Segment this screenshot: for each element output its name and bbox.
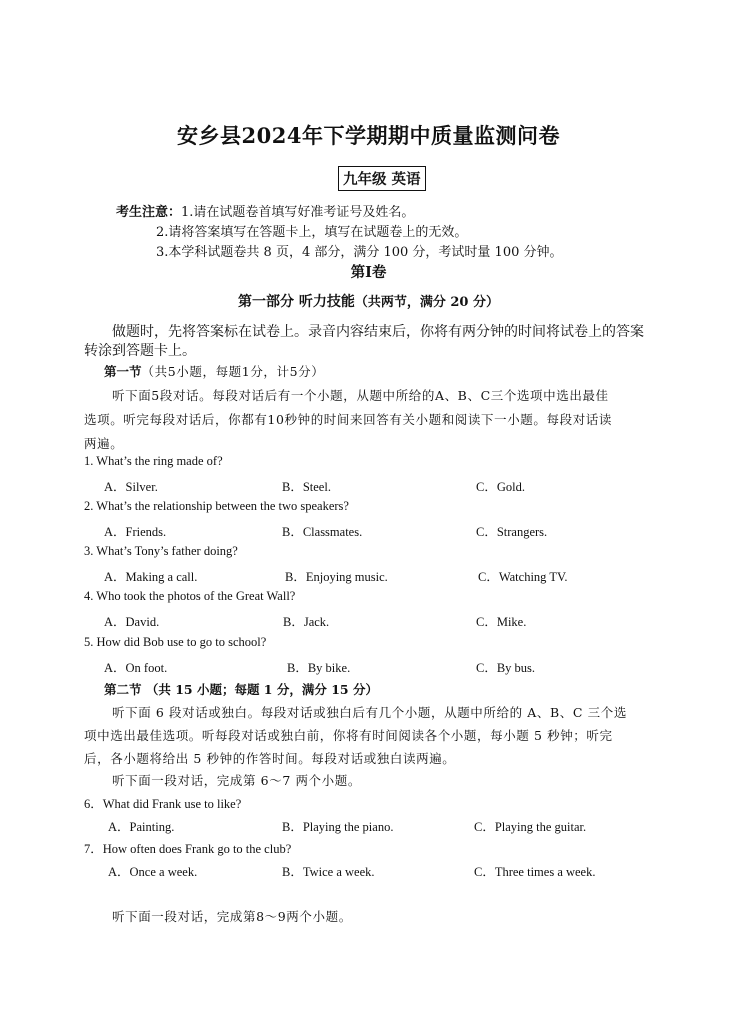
notice-line-1 xyxy=(116,201,414,220)
question-5-option-a: A．On foot. xyxy=(104,661,168,675)
question-1-option-b: B．Steel. xyxy=(282,480,331,494)
section1-instruction-line-1: 听下面5段对话。每段对话后有一个小题，从题中所给的A、B、C三个选项中选出最佳 xyxy=(112,388,609,403)
question-2-option-c: C．Strangers. xyxy=(476,525,548,539)
grade-subject-box: 九年级 英语 xyxy=(338,166,426,191)
notice-label: 考生注意： xyxy=(116,205,182,220)
question-1-option-c: C．Gold. xyxy=(476,480,525,494)
part1-heading xyxy=(0,291,737,311)
notice-item-2: 2.请将答案填写在答题卡上，填写在试题卷上的无效。 xyxy=(156,225,468,240)
question-4-option-b: B．Jack. xyxy=(283,615,330,629)
notice-item-3: 3.本学科试题卷共 8 页，4 部分，满分 100 分，考试时量 100 分钟。 xyxy=(156,245,563,260)
part1-intro-line-1: 做题时，先将答案标在试卷上。录音内容结束后，你将有两分钟的时间将试卷上的答案 xyxy=(112,324,644,340)
section2-instruction-line-2: 项中选出最佳选项。听每段对话或独白前，你将有时间阅读各个小题，每小题 5 秒钟；听完 xyxy=(84,728,613,743)
section1-instruction-line-3: 两遍。 xyxy=(84,436,124,451)
question-3-option-a: A．Making a call. xyxy=(104,570,198,584)
question-4-option-c: C．Mike. xyxy=(476,615,527,629)
section2-heading: 第二节 （共 15 小题；每题 1 分，满分 15 分） xyxy=(104,682,378,697)
section1-heading-sub: （共5小题，每题1分，计5分） xyxy=(141,364,325,379)
part1-heading-main: 第一部分 听力技能 xyxy=(237,294,355,310)
question-1-option-a: A．Silver. xyxy=(104,480,158,494)
question-7-option-c: C．Three times a week. xyxy=(474,865,596,879)
section2-subinstruction-1: 听下面一段对话，完成第 6～7 两个小题。 xyxy=(112,773,361,788)
question-4-option-a: A．David. xyxy=(104,615,160,629)
question-3: 3. What’s Tony’s father doing? xyxy=(84,544,238,558)
question-5-option-c: C．By bus. xyxy=(476,661,536,675)
section1-instruction-line-2: 选项。听完每段对话后，你都有10秒钟的时间来回答有关小题和阅读下一小题。每段对话读 xyxy=(84,412,613,427)
section1-heading-main: 第一节 xyxy=(104,364,142,379)
question-6-option-c: C．Playing the guitar. xyxy=(474,820,587,834)
notice-item-1: 1.请在试题卷首填写好准考证号及姓名。 xyxy=(181,205,415,220)
section2-instruction-line-3: 后，各小题将给出 5 秒钟的作答时间。每段对话或独白读两遍。 xyxy=(84,751,456,766)
page-title: 安乡县2024年下学期期中质量监测问卷 xyxy=(177,123,560,148)
section1-heading xyxy=(104,361,324,380)
question-2-option-b: B．Classmates. xyxy=(282,525,363,539)
part1-heading-sub: （共两节，满分 20 分） xyxy=(354,295,500,310)
part1-intro-line-2: 转涂到答题卡上。 xyxy=(84,343,196,359)
question-7-option-a: A．Once a week. xyxy=(108,865,198,879)
volume-heading: 第Ⅰ卷 xyxy=(350,264,387,281)
question-1: 1. What’s the ring made of? xyxy=(84,454,223,468)
question-5: 5. How did Bob use to go to school? xyxy=(84,635,267,649)
question-2-option-a: A．Friends. xyxy=(104,525,167,539)
question-2: 2. What’s the relationship between the two speakers? xyxy=(84,499,349,513)
section2-subinstruction-2: 听下面一段对话，完成第8～9两个小题。 xyxy=(112,909,352,924)
question-7: 7．How often does Frank go to the club? xyxy=(84,842,292,856)
question-5-option-b: B．By bike. xyxy=(287,661,351,675)
question-4: 4. Who took the photos of the Great Wall? xyxy=(84,589,296,603)
question-6: 6．What did Frank use to like? xyxy=(84,797,242,811)
question-3-option-b: B．Enjoying music. xyxy=(285,570,388,584)
question-6-option-a: A．Painting. xyxy=(108,820,175,834)
question-6-option-b: B．Playing the piano. xyxy=(282,820,394,834)
question-7-option-b: B．Twice a week. xyxy=(282,865,375,879)
question-3-option-c: C．Watching TV. xyxy=(478,570,568,584)
section2-instruction-line-1: 听下面 6 段对话或独白。每段对话或独白后有几个小题，从题中所给的 A、B、C 三个选 xyxy=(112,705,627,720)
